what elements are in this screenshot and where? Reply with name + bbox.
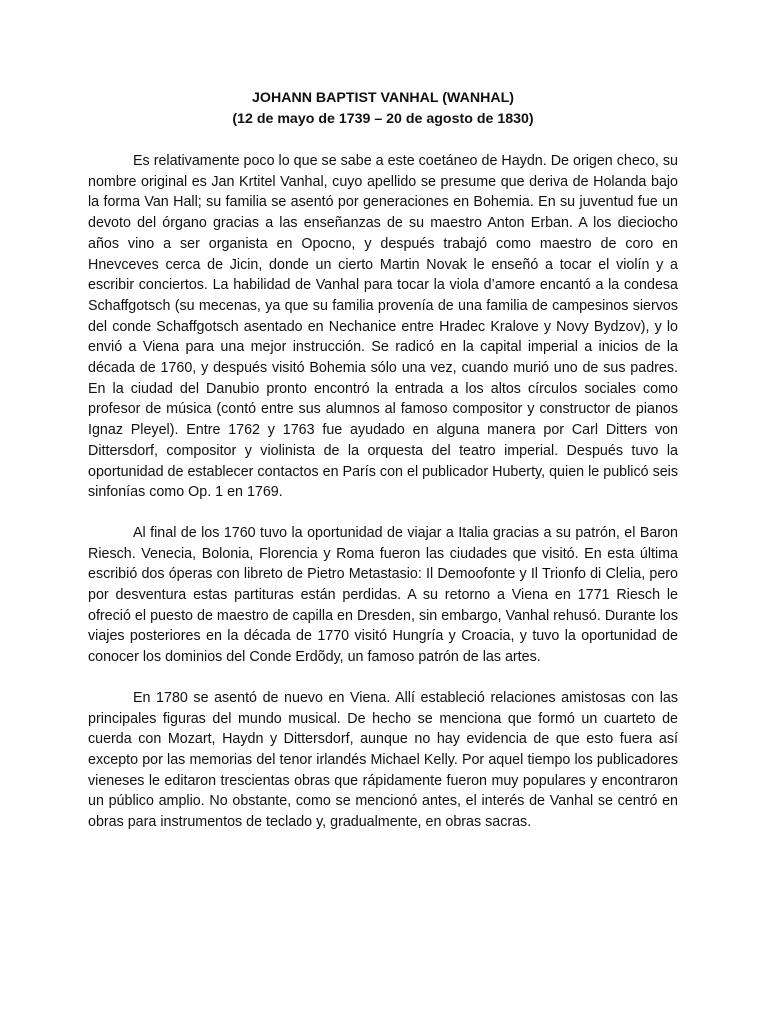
paragraph-2: Al final de los 1760 tuvo la oportunidad de viajar a Italia gracias a su patrón, el Baron Riesch. Venecia, Bolonia, Florencia y Roma fueron las ciudades que visitó. En esta última escribió dos óperas con libreto de Pietro Metastasio: Il Demoofonte y Il Trionfo di Clelia, pero por desventura estas partituras están perdidas. A su retorno a Viena en 1771 Riesch le ofreció el puesto de maestro de capilla en Dresden, sin embargo, Vanhal rehusó. Durante los viajes posteriores en la década de 1770 visitó Hungría y Croacia, y tuvo la oportunidad de conocer los dominios del Conde Erdõdy, un famoso patrón de las artes. [88,524,678,666]
document-subtitle-dates: (12 de mayo de 1739 – 20 de agosto de 1830) [232,111,534,127]
paragraph-1: Es relativamente poco lo que se sabe a este coetáneo de Haydn. De origen checo, su nombre original es Jan Krtitel Vanhal, cuyo apellido se presume que deriva de Holanda bajo la forma Van Hall; su familia se asentó por generaciones en Bohemia. En su juventud fue un devoto del órgano gracias a las enseñanzas de su maestro Anton Erban. A los dieciocho años vino a ser organista en Opocno, y después trabajó como maestro de coro en Hnevceves cerca de Jicin, donde un cierto Martin Novak le enseñó a tocar el violín y a escribir conciertos. La habilidad de Vanhal para tocar la viola d’amore encantó a la condesa Schaffgotsch (su mecenas, ya que su familia provenía de una familia de campesinos siervos del conde Schaffgotsch asentado en Nechanice entre Hradec Kralove y Novy Bydzov), y lo envió a Viena para una mejor instrucción. Se radicó en la capital imperial a inicios de la década de 1760, y después visitó Bohemia sólo una vez, cuando murió uno de sus padres. En la ciudad del Danubio pronto encontró la entrada a los altos círculos sociales como profesor de música (contó entre sus alumnos al famoso compositor y constructor de pianos Ignaz Pleyel). Entre 1762 y 1763 fue ayudado en alguna manera por Carl Ditters von Dittersdorf, compositor y violinista de la orquesta del teatro imperial. Después tuvo la oportunidad de establecer contactos en París con el publicador Huberty, quien le publicó seis sinfonías como Op. 1 en 1769. [88,153,678,501]
document-page [88,88,678,833]
document-title: JOHANN BAPTIST VANHAL (WANHAL) [252,90,514,106]
paragraph-3: En 1780 se asentó de nuevo en Viena. Allí estableció relaciones amistosas con las principales figuras del mundo musical. De hecho se menciona que formó un cuarteto de cuerda con Mozart, Haydn y Dittersdorf, aunque no hay evidencia de que esto fuera así excepto por las memorias del tenor irlandés Michael Kelly. Por aquel tiempo los publicadores vieneses le editaron trescientas obras que rápidamente fueron muy populares y encontraron un público amplio. No obstante, como se mencionó antes, el interés de Vanhal se centró en obras para instrumentos de teclado y, gradualmente, en obras sacras. [88,689,678,831]
title-block [88,88,678,130]
